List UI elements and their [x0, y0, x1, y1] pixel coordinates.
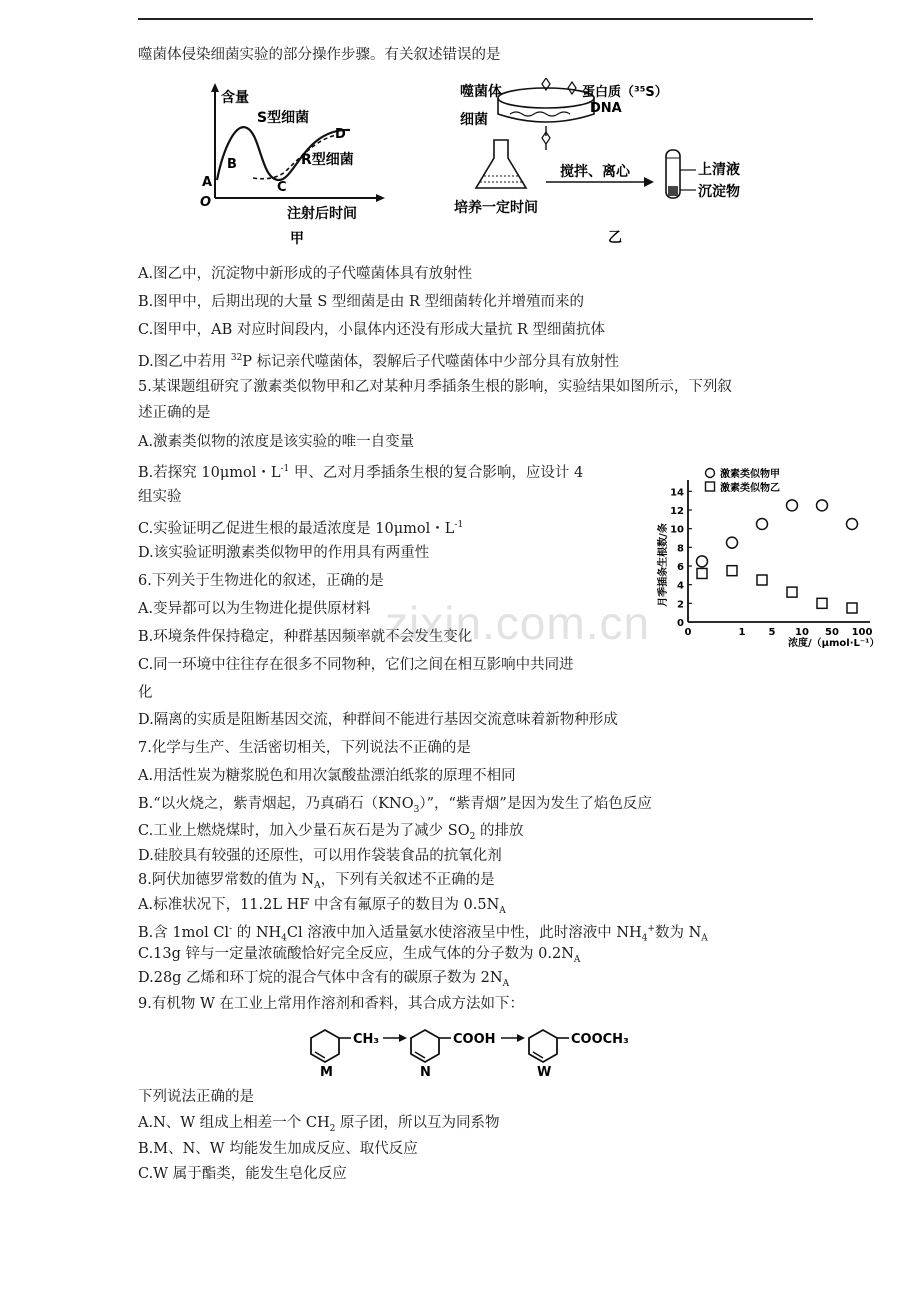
- q7-option-d: D.硅胶具有较强的还原性，可以用作袋装食品的抗氧化剂: [138, 848, 502, 864]
- series-jia-point: [787, 500, 798, 511]
- w-substituent: COOCH₃: [571, 1032, 629, 1047]
- q5-stem: 5.某课题组研究了激素类似物甲和乙对某种月季插条生根的影响，实验结果如图所示，下列叙: [138, 379, 732, 395]
- header-rule: [138, 18, 813, 20]
- label-m: M: [320, 1065, 333, 1077]
- yi-culture-label: 培养一定时间: [454, 200, 538, 216]
- y-tick-label: 6: [677, 562, 684, 573]
- x-tick-label: 5: [768, 627, 776, 638]
- series-jia-point: [757, 519, 768, 530]
- q8-option-a: A.标准状况下，11.2L HF 中含有氟原子的数目为 $0.5N_A$: [138, 897, 506, 916]
- q5-option-b: B.若探究 10μmol・$L^{-1}$ 甲、乙对月季插条生根的复合影响，应设计 4: [138, 464, 584, 481]
- benzene-ring-m: [311, 1030, 339, 1062]
- q5-option-d: D.该实验证明激素类似物甲的作用具有两重性: [138, 545, 430, 561]
- x-tick-label: 0: [684, 627, 692, 638]
- yi-phage-label: 噬菌体: [460, 84, 502, 100]
- y-tick-label: 2: [677, 599, 684, 611]
- q5-option-a: A.激素类似物的浓度是该实验的唯一自变量: [138, 434, 415, 450]
- yi-arrow-label: 搅拌、离心: [560, 164, 630, 180]
- q5-scatter-chart: [650, 460, 900, 660]
- y-tick-label: 0: [677, 618, 684, 629]
- series-yi-point: [817, 598, 827, 608]
- x-tick-label: 10: [795, 627, 809, 638]
- legend-square-marker: [706, 482, 715, 491]
- x-tick-label: 1: [738, 627, 746, 638]
- yi-sediment-label: 沉淀物: [698, 184, 740, 200]
- q9-option-c: C.W 属于酯类，能发生皂化反应: [138, 1166, 347, 1182]
- q8-option-c: C.13g 锌与一定量浓硫酸恰好完全反应，生成气体的分子数为 $0.2N_A$: [138, 946, 581, 965]
- q4-option-a: A.图乙中，沉淀物中新形成的子代噬菌体具有放射性: [138, 266, 473, 282]
- q8-option-b: B.含 1mol Cl- 的 $NH_4Cl$ 溶液中加入适量氨水使溶液呈中性，此时溶液中 $NH_4^+$数为 $N_A$: [138, 924, 708, 944]
- m-substituent: CH₃: [353, 1032, 380, 1047]
- x-tick-label: 100: [851, 627, 873, 638]
- x-tick-label: 50: [825, 627, 839, 638]
- q7-option-c: C.工业上燃烧煤时，加入少量石灰石是为了减少 $SO_2$ 的排放: [138, 823, 524, 842]
- q7-option-a: A.用活性炭为糖浆脱色和用次氯酸盐漂泊纸浆的原理不相同: [138, 768, 516, 784]
- y-tick-label: 14: [670, 487, 684, 499]
- yi-protein-label: 蛋白质（³⁵S）: [582, 85, 668, 100]
- q7-option-b: B.“以火烧之，紫青烟起，乃真硝石$(KNO_3)$”，“紫青烟”是因为发生了焰色反应: [138, 796, 652, 815]
- q9-synthesis-scheme: [305, 1022, 650, 1077]
- q4-option-d: D.图乙中若用 $^{32}$P 标记亲代噬菌体，裂解后子代噬菌体中少部分具有放射性: [138, 353, 620, 370]
- label-n: N: [420, 1065, 431, 1077]
- y-tick-label: 8: [677, 543, 684, 555]
- q6-stem: 6.下列关于生物进化的叙述，正确的是: [138, 573, 384, 589]
- q7-stem: 7.化学与生产、生活密切相关，下列说法不正确的是: [138, 740, 471, 756]
- legend-series-yi: 激素类似物乙: [720, 483, 780, 494]
- y-tick-label: 12: [670, 506, 684, 517]
- q4-option-b: B.图甲中，后期出现的大量 S 型细菌是由 R 型细菌转化并增殖而来的: [138, 294, 585, 310]
- jia-ylabel: 含量: [221, 90, 249, 106]
- q8-stem: 8.阿伏加德罗常数的值为 $N_A$，下列有关叙述不正确的是: [138, 872, 495, 891]
- jia-point-c: C: [277, 180, 287, 195]
- q4-option-c: C.图甲中，AB 对应时间段内，小鼠体内还没有形成大量抗 R 型细菌抗体: [138, 322, 606, 338]
- n-substituent: COOH: [453, 1032, 496, 1047]
- watermark: zixin.com.cn: [385, 597, 651, 649]
- series-yi-point: [697, 568, 707, 578]
- benzene-ring-n: [411, 1030, 439, 1062]
- jia-point-d: D: [335, 127, 346, 142]
- q6-option-b: B.环境条件保持稳定，种群基因频率就不会发生变化: [138, 629, 473, 645]
- q6-option-c: C.同一环境中往往存在很多不同物种，它们之间在相互影响中共同进: [138, 657, 574, 673]
- q4-stem-tail: 噬菌体侵染细菌实验的部分操作步骤。有关叙述错误的是: [138, 47, 501, 63]
- q5-option-b-cont: 组实验: [138, 489, 182, 505]
- q5-stem-cont: 述正确的是: [138, 405, 211, 421]
- jia-caption: 甲: [290, 231, 304, 247]
- q9-stem: 9.有机物 W 在工业上常用作溶剂和香料，其合成方法如下：: [138, 996, 524, 1012]
- jia-point-a: A: [202, 175, 213, 190]
- jia-origin: O: [200, 195, 212, 210]
- legend-series-jia: 激素类似物甲: [720, 469, 780, 480]
- figure-yi: [450, 78, 760, 250]
- series-yi-point: [757, 575, 767, 585]
- q9-option-b: B.M、N、W 均能发生加成反应、取代反应: [138, 1141, 418, 1157]
- series-yi-point: [787, 587, 797, 597]
- series-yi-point: [727, 566, 737, 576]
- yi-dna-label: DNA: [590, 101, 622, 116]
- benzene-ring-w: [529, 1030, 557, 1062]
- legend-circle-marker: [706, 469, 715, 478]
- q8-option-d: D.28g 乙烯和环丁烷的混合气体中含有的碳原子数为 $2N_A$: [138, 970, 510, 989]
- jia-xlabel: 注射后时间: [287, 206, 357, 222]
- label-w: W: [537, 1065, 552, 1077]
- q6-option-d: D.隔离的实质是阻断基因交流，种群间不能进行基因交流意味着新物种形成: [138, 712, 618, 728]
- jia-r-label: R型细菌: [301, 152, 354, 168]
- series-jia-point: [697, 556, 708, 567]
- jia-point-b: B: [227, 157, 237, 172]
- series-yi-point: [847, 603, 857, 613]
- yi-bacteria-label: 细菌: [460, 112, 488, 128]
- figure-jia: [195, 80, 395, 250]
- q6-option-a: A.变异都可以为生物进化提供原材料: [138, 601, 371, 617]
- yi-caption: 乙: [608, 230, 622, 246]
- q9-question: 下列说法正确的是: [138, 1089, 254, 1105]
- series-jia-point: [817, 500, 828, 511]
- chart-xlabel: 浓度/（μmol·L⁻¹）: [788, 638, 880, 649]
- series-jia-point: [727, 537, 738, 548]
- q9-option-a: A.N、W 组成上相差一个 $CH_2$ 原子团，所以互为同系物: [138, 1115, 500, 1134]
- q6-option-c-cont: 化: [138, 685, 153, 701]
- series-jia-point: [847, 519, 858, 530]
- q5-option-c: C.实验证明乙促进生根的最适浓度是 10μmol・$L^{-1}$: [138, 520, 464, 537]
- chart-ylabel: 月季插条生根数/条: [658, 523, 669, 607]
- yi-supernatant-label: 上清液: [698, 162, 740, 178]
- y-tick-label: 10: [670, 524, 684, 536]
- y-tick-label: 4: [677, 580, 684, 592]
- jia-s-label: S型细菌: [257, 110, 310, 126]
